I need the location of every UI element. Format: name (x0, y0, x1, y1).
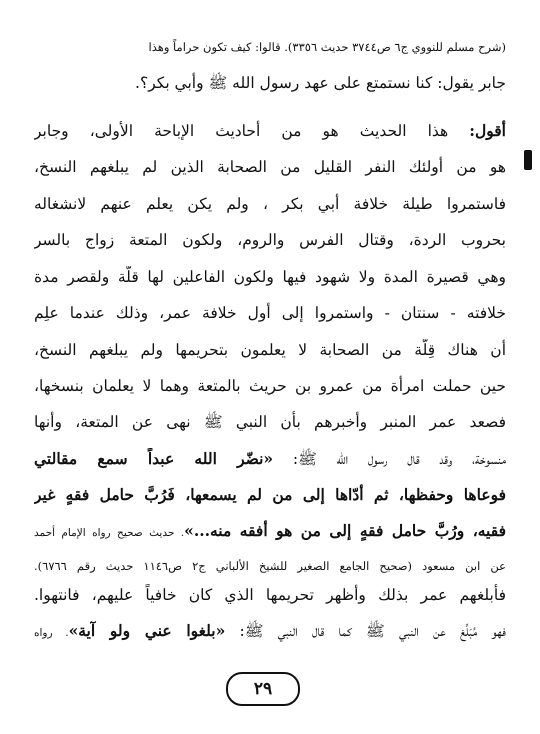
text-line-13 (34, 484, 506, 508)
text-line-2 (34, 72, 506, 96)
hadith-quote-middle: فوعاها وحفظها، ثم أدّاها إلى من لم يسمعها، فَرُبَّ حامل فقهٍ غير (34, 485, 506, 504)
text-line-17 (34, 620, 506, 644)
text-line-17-content: فهو مُبَلِّغ عن النبي ﷺ كما قال النبي ﷺ: (225, 622, 506, 640)
paragraph-lead-word: أقول: (469, 121, 506, 140)
margin-marker (524, 150, 532, 170)
text-line-10-content: حين حملت امرأة من عمرو بن حريث بالمتعة وهما لا يعلمان بنسخها، (34, 377, 506, 395)
text-line-16 (34, 584, 506, 608)
page-number-badge (226, 672, 300, 706)
text-line-10 (34, 375, 506, 399)
text-line-14 (34, 520, 506, 544)
text-line-15-content: عن ابن مسعود (صحيح الجامع الصغير للشيخ الألباني ج٢ ص١١٤٦ حديث رقم ٦٧٦٦). (34, 559, 506, 573)
hadith-quote-short: «بلغوا عني ولو آية» (68, 621, 226, 640)
text-line-6-content: بحروب الردة، وقتال الفرس والروم، ولكون المتعة زواج بالسر (34, 231, 506, 249)
text-line-12 (34, 448, 506, 472)
text-line-3 (34, 120, 506, 144)
text-line-8 (34, 302, 506, 326)
text-line-6 (34, 229, 506, 253)
text-line-4 (34, 156, 506, 180)
text-line-15 (34, 557, 506, 575)
text-line-8-content: خلافته - سنتان - واستمروا إلى أول خلافة عمر، وذلك عندما علِم (34, 304, 506, 322)
hadith-quote-end: فقيه، ورُبَّ حامل فقهٍ إلى من هو أفقه منه...» (184, 521, 506, 540)
text-line-16-content: فأبلغهم عمر بذلك وأظهر تحريمها الذي كان خافياً عليهم، فانتهوا. (34, 586, 506, 604)
text-line-9-content: أن هناك قِلّة من الصحابة لا يعلمون بتحريمها ولم يبلغهم النسخ، (34, 341, 506, 359)
text-line-5-content: فاستمروا طيلة خلافة أبي بكر ، ولم يكن يعلم عنهم لانشغاله (34, 195, 506, 213)
text-line-5 (34, 193, 506, 217)
hadith-citation: . حديث صحيح رواه الإمام أحمد (34, 527, 185, 539)
text-line-7-content: وهي قصيرة المدة ولا شهود فيها ولكون الفاعلين لها قلّة ولقصر مدة (34, 268, 506, 286)
narration-note: . رواه (34, 627, 69, 639)
text-line-1-content: (شرح مسلم للنووي ج٦ ص٣٧٤٤ حديث ٣٣٥٦). قالوا: كيف تكون حراماً وهذا (148, 40, 506, 54)
text-line-11-content: فصعد عمر المنبر وأخبرهم بأن النبي ﷺ نهى عن المتعة، وأنها (34, 413, 506, 431)
page-number: ٢٩ (253, 679, 273, 699)
hadith-quote-start: «نضّر الله عبداً سمع مقالتي (34, 449, 274, 468)
text-line-2-content: جابر يقول: كنا نستمتع على عهد رسول الله ﷺ وأبي بكر؟. (135, 74, 506, 92)
text-line-12-content: منسوخة، وقد قال رسول الله ﷺ: (273, 450, 506, 468)
text-line-11 (34, 411, 506, 435)
text-line-9 (34, 339, 506, 363)
text-line-4-content: هو من أولئك النفر القليل من الصحابة الذين لم يبلغهم النسخ، (34, 158, 506, 176)
text-line-7 (34, 266, 506, 290)
text-line-3-content: هذا الحديث هو من أحاديث الإباحة الأولى، وجابر (34, 122, 470, 140)
text-line-1 (34, 38, 506, 56)
